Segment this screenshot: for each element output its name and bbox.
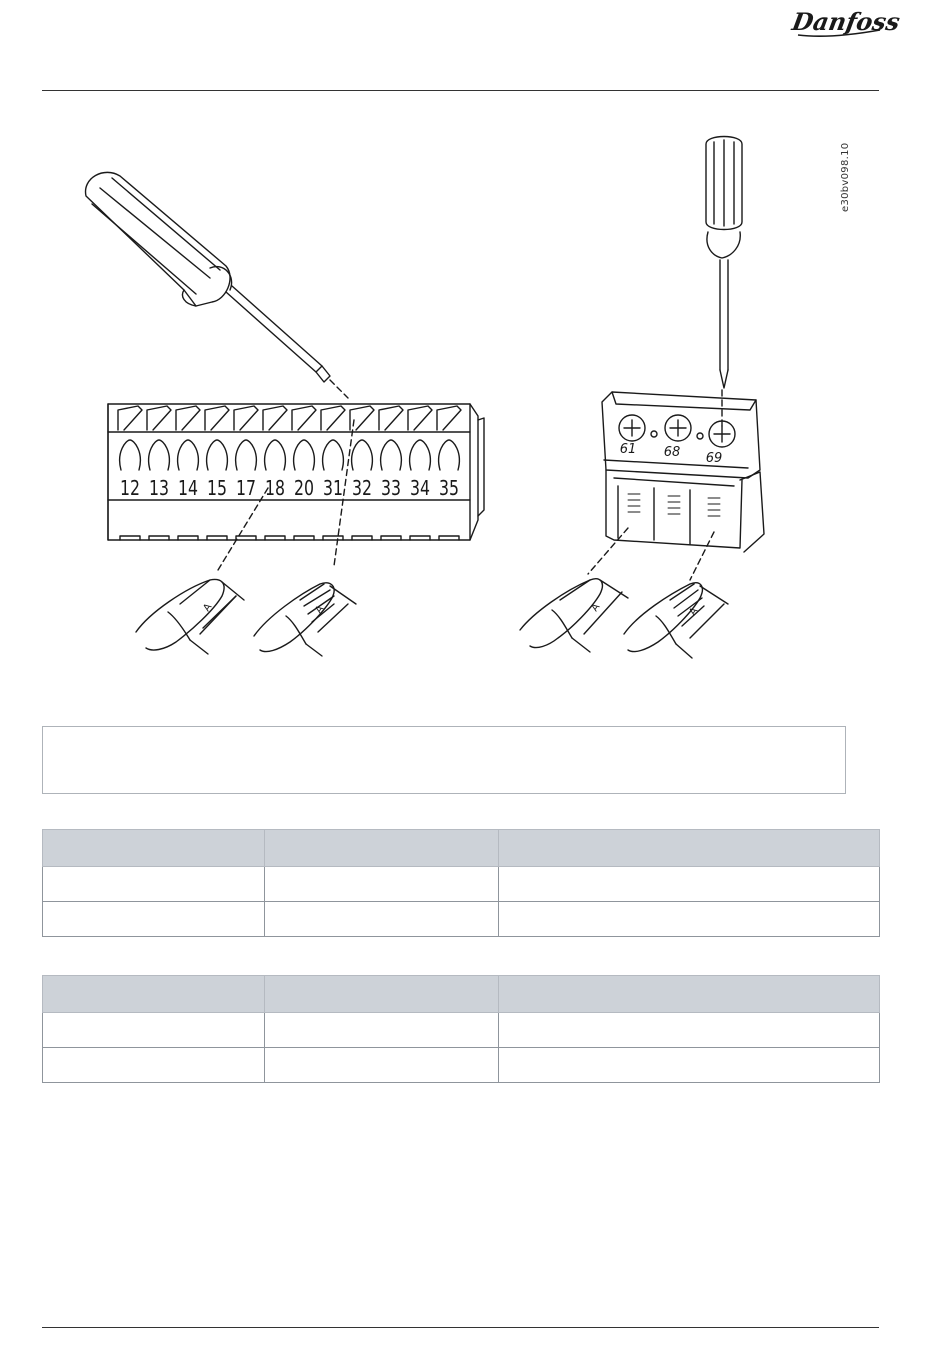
strip-length-label: A (687, 605, 701, 618)
terminal-slot (234, 406, 258, 430)
terminal-wiring-illustration (0, 95, 950, 705)
terminal-number-label: 15 (207, 476, 227, 500)
terminal-slot (379, 406, 403, 430)
terminal-opening (265, 440, 286, 470)
terminal-slot (321, 406, 345, 430)
spec-table-1 (42, 829, 880, 937)
table-header-cell (265, 830, 499, 867)
terminal-number-label: 61 (619, 442, 637, 457)
screwdriver-right-icon (706, 137, 742, 389)
terminal-slot (408, 406, 432, 430)
terminal-block-left (108, 404, 484, 540)
terminal-number-label: 32 (352, 476, 372, 500)
table-cell (43, 1013, 265, 1048)
table-cell (265, 1048, 499, 1083)
table-cell (499, 1048, 880, 1083)
terminal-opening (294, 440, 315, 470)
table-header-row (43, 830, 880, 867)
terminal-number-label: 35 (439, 476, 459, 500)
terminal-opening (381, 440, 402, 470)
table-row (43, 1048, 880, 1083)
terminal-number-label: 18 (265, 476, 285, 500)
strip-length-label: A (201, 601, 215, 614)
terminal-slot (176, 406, 200, 430)
table-cell (43, 867, 265, 902)
terminal-opening (207, 440, 228, 470)
terminal-number-label: 68 (663, 445, 681, 460)
wire-stripped-left-1 (136, 580, 244, 654)
terminal-number-label: 33 (381, 476, 401, 500)
terminal-block-right (602, 392, 764, 552)
header-rule (42, 90, 879, 91)
table-cell (43, 902, 265, 937)
terminal-number-label: 12 (120, 476, 140, 500)
terminal-number-label: 13 (149, 476, 169, 500)
terminal-slot (147, 406, 171, 430)
table-row (43, 902, 880, 937)
figure-code: e30bv098.10 (840, 142, 851, 212)
terminal-number-label: 31 (323, 476, 343, 500)
table-cell (499, 867, 880, 902)
footer-rule (42, 1327, 879, 1328)
screwdriver-left-icon (86, 172, 330, 382)
strip-length-label: A (313, 603, 327, 616)
table-header-cell (499, 830, 880, 867)
terminal-number-label: 20 (294, 476, 314, 500)
table-cell (265, 1013, 499, 1048)
svg-text:Danfoss: Danfoss (790, 7, 903, 36)
table-cell (265, 867, 499, 902)
wire-stripped-left-2 (254, 583, 356, 656)
table-header-cell (43, 976, 265, 1013)
wire-stripped-right-2 (624, 583, 728, 658)
terminal-number-label: 34 (410, 476, 430, 500)
terminal-number-label: 69 (705, 451, 723, 466)
wire-stripped-right-1 (520, 579, 628, 652)
terminal-number-label: 14 (178, 476, 198, 500)
table-header-row (43, 976, 880, 1013)
table-header-cell (265, 976, 499, 1013)
table-cell (499, 1013, 880, 1048)
terminal-opening (410, 440, 431, 470)
table-cell (265, 902, 499, 937)
terminal-opening (178, 440, 199, 470)
danfoss-logo (790, 2, 903, 42)
table-header-cell (499, 976, 880, 1013)
terminal-slot (205, 406, 229, 430)
terminal-slot (263, 406, 287, 430)
terminal-slot (292, 406, 316, 430)
strip-length-label: A (589, 601, 603, 614)
terminal-opening (323, 440, 344, 470)
spec-table-2 (42, 975, 880, 1083)
terminal-number-label: 17 (236, 476, 256, 500)
terminal-opening (120, 440, 141, 470)
table-cell (499, 902, 880, 937)
table-row (43, 1013, 880, 1048)
terminal-opening (439, 440, 460, 470)
note-box (42, 726, 846, 794)
table-row (43, 867, 880, 902)
table-header-cell (43, 830, 265, 867)
terminal-slot (118, 406, 142, 430)
terminal-opening (236, 440, 257, 470)
terminal-slot (437, 406, 461, 430)
terminal-opening (352, 440, 373, 470)
table-cell (43, 1048, 265, 1083)
terminal-opening (149, 440, 170, 470)
